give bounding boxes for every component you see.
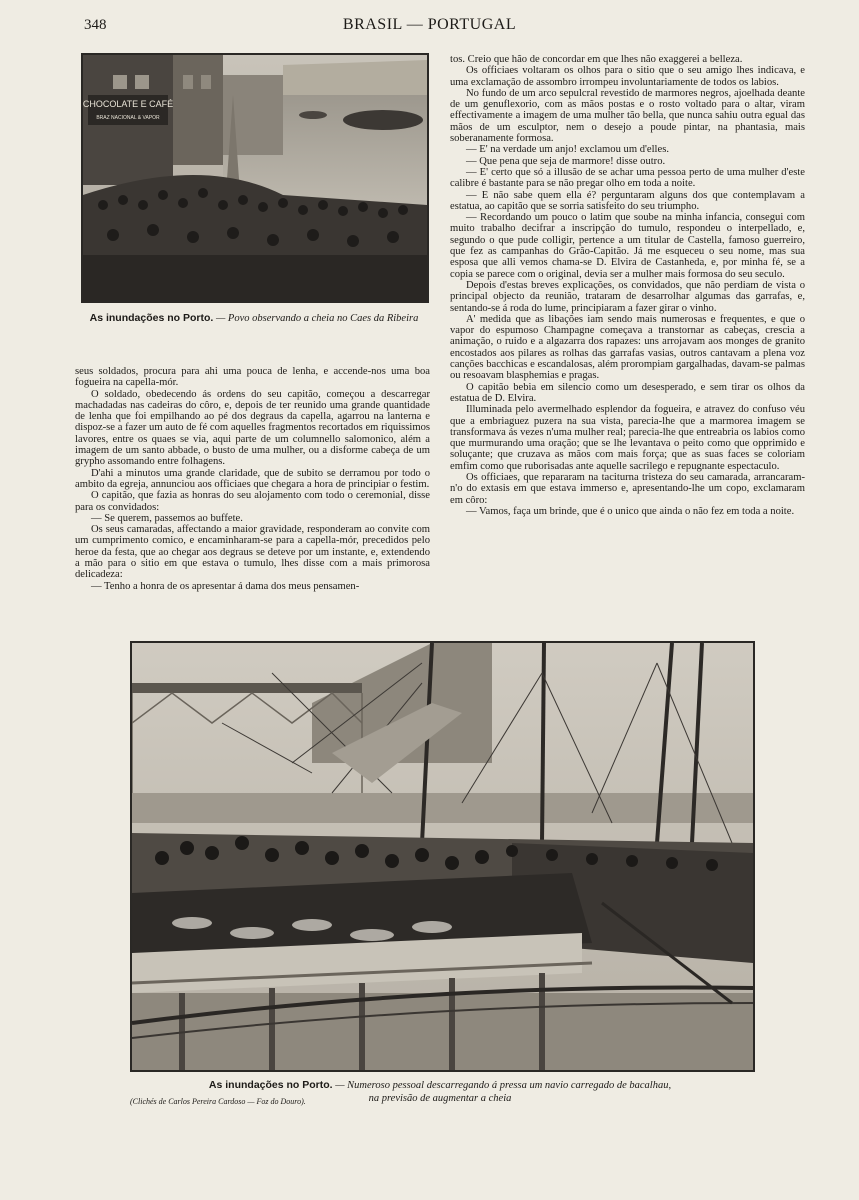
- running-title: BRASIL — PORTUGAL: [342, 16, 517, 33]
- caption-text: — Numeroso pessoal descarregando á pressa um navio carregado de bacalhau,: [335, 1080, 672, 1091]
- cafe-sign-sub: BRAZ NACIONAL & VAPOR: [96, 115, 160, 121]
- paragraph: O soldado, obedecendo ás ordens do seu capitão, começou a descarregar machadadas nas cadeiras do côro, e, depois de ter reunido uma grande quantidade de lenha que foi empilhando ao pé dos degraus da capella, agarrou na lanterna e dispoz-se a fazer um auto de fé com aquelles fragmentos recortados em riquissimos lavores, entre os quaes se via, aqui parte de um columnello salomonico, além a imagem de um santo abbade, o busto de uma mulher, ou a disforme cabeça de um grypho assomando entre folhagens.: [75, 388, 430, 468]
- photo-credit: (Clichés de Carlos Pereira Cardoso — Foz do Douro).: [130, 1097, 306, 1106]
- caption-title: As inundações no Porto.: [89, 312, 214, 324]
- bottom-photo-caption: [130, 1079, 750, 1106]
- caption-text: — Povo observando a cheia no Caes da Ribeira: [215, 313, 419, 324]
- caption-title: As inundações no Porto.: [208, 1079, 333, 1091]
- paragraph: Os officiaes, que repararam na taciturna tristeza do seu camarada, arrancaram-n'o do extasis em que estava immerso e, apresentando-lhe um copo, exclamaram em côro:: [450, 471, 805, 506]
- paragraph: tos. Creio que hão de concordar em que lhes não exaggerei a belleza.: [450, 54, 743, 65]
- paragraph: A' medida que as libações iam sendo mais numerosas e frequentes, e que o vapor do espumoso Champagne começava a transtornar as cabeças, crescia a animação, o ruido e a algazarra dos rapazes: uns arrojavam aos monges de granito encostados aos pilares as rolhas das garrafas vasias, outros cantavam a plena voz canções bacchicas e escandalosas, além prorompiam gargalhadas, davam-se palmas ou resoavam blasphemias e pragas.: [450, 313, 805, 382]
- paragraph: Illuminada pelo avermelhado esplendor da fogueira, e atravez do confuso véu que a embriaguez puzera na sua vista, parecia-lhe que a marmorea imagem se transformava ás vezes n'uma mulher real; parecia-lhe que entreabria os labios como que murmurando uma oração; que se lhe levantava o peito como que opprimido e soluçante; que cruzava as mãos com mais força; que as suas faces se coloriam emfim como que ruborisadas ante aquelle sacrilego e repugnante espectaculo.: [450, 404, 805, 472]
- paragraph: seus soldados, procura para ahi uma pouca de lenha, e accende-nos uma boa fogueira na capella-mór.: [75, 366, 430, 389]
- text-column-right: [450, 54, 805, 517]
- paragraph: Os seus camaradas, affectando a maior gravidade, responderam ao convite com um cumprimento comico, e encaminharam-se para a capella-mór, precedidos pelo heroe da festa, que ao chegar aos degraus se deteve por um instante, e, extendendo a mão para o sitio em que estava o tumulo, lhes disse com a mais primorosa delicadeza:: [75, 524, 430, 581]
- paragraph: — Que pena que seja de marmore! disse outro.: [466, 155, 666, 167]
- paragraph: — E' certo que só a illusão de se achar uma pessoa perto de uma mulher d'este calibre é bastante para se não pregar olho em toda a noite.: [450, 166, 805, 190]
- paragraph: O capitão bebia em silencio como um desesperado, e sem tirar os olhos da estatua de D. Elvira.: [450, 381, 805, 404]
- paragraph: — E' na verdade um anjo! exclamou um d'elles.: [466, 144, 669, 156]
- paragraph: — Vamos, faça um brinde, que é o unico que ainda o não fez em toda a noite.: [466, 505, 795, 517]
- paragraph: — E não sabe quem ella é? perguntaram alguns dos que contemplavam a estatua, ao capitão que se sorria satisfeito do seu triumpho.: [450, 189, 805, 212]
- caption-text-continued: na previsão de augmentar a cheia: [368, 1093, 512, 1104]
- paragraph: No fundo de um arco sepulcral revestido de marmores negros, ajoelhada deante de um genuflexorio, com as mãos postas e o rosto voltado para o altar, viram effectivamente a imagem de uma mulher tão bella, que nunca sahiu outra egual das mãos de um esculptor, nem o desejo a poude pintar, na phantasia, mais soberanamente formosa.: [450, 87, 805, 145]
- paragraph: Os officiaes voltaram os olhos para o sitio que o seu amigo lhes indicava, e uma exclamação de assombro irrompeu involuntariamente de todos os labios.: [450, 65, 805, 88]
- paragraph: — Tenho a honra de os apresentar á dama dos meus pensamen-: [91, 580, 360, 592]
- text-column-left: [75, 366, 430, 592]
- paragraph: O capitão, que fazia as honras do seu alojamento com todo o ceremonial, disse para os convidados:: [75, 490, 430, 513]
- ship-unloading-photo: [130, 641, 755, 1072]
- page-number: 348: [84, 17, 107, 33]
- paragraph: — Recordando um pouco o latim que soube na minha infancia, consegui com muito trabalho decifrar a inscripção do tumulo, respondeu o interpellado, e, segundo o que pude colligir, pertence a um titular de Castella, famoso guerreiro, que fez as campanhas do Grão-Capitão. Já me esqueceu o seu nome, mas sua esposa que alli vemos chama-se D. Elvira de Castanheda, e, por minha fé, se a copia se parece com o original, devia ser a mulher mais formosa do seu seculo.: [450, 212, 805, 280]
- paragraph: D'ahi a minutos uma grande claridade, que de subito se derramou por todo o ambito da egreja, annunciou aos officiaes que chegara a hora de principiar o festim.: [75, 467, 430, 490]
- cafe-sign: CHOCOLATE E CAFÉ: [83, 99, 174, 109]
- paragraph: — Se querem, passemos ao buffete.: [91, 512, 243, 524]
- flood-crowd-photo: [81, 53, 429, 303]
- paragraph: Depois d'estas breves explicações, os convidados, que não perdiam de vista o principal objecto da reunião, trataram de desarrolhar algumas das garrafas, e, sentando-se á roda do lume, principiaram a fazer girar o vinho.: [450, 279, 805, 314]
- top-photo-caption: [82, 311, 426, 326]
